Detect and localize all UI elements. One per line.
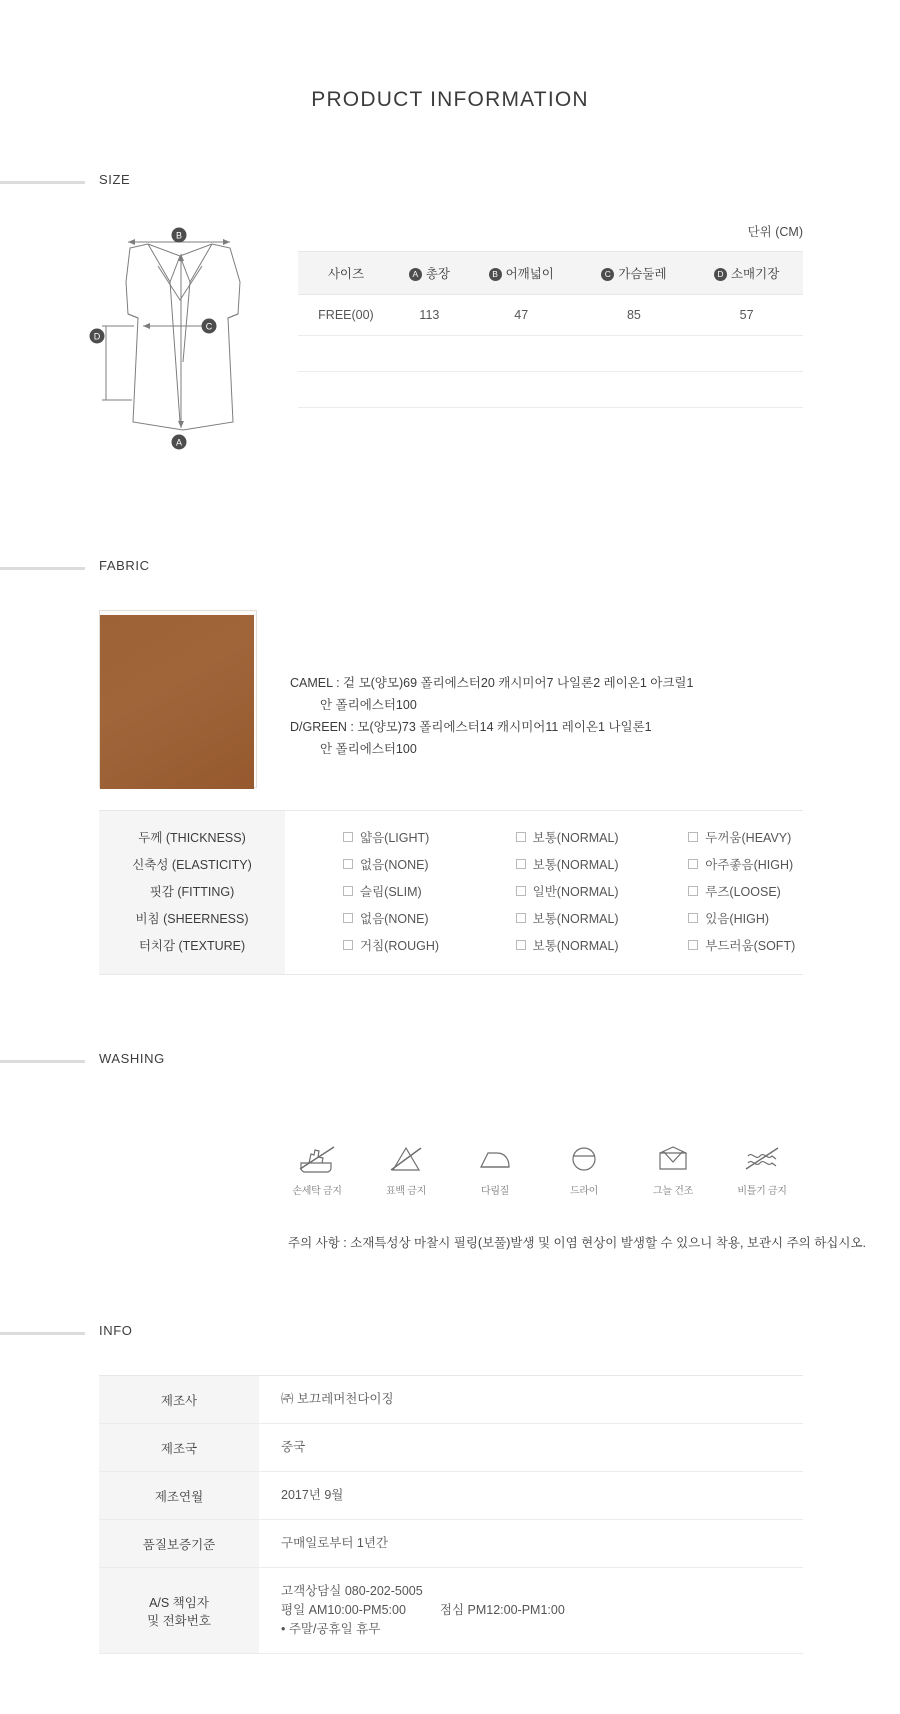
property-label: 비침 (SHEERNESS) xyxy=(135,912,249,926)
option-label: 보통(NORMAL) xyxy=(532,939,619,953)
checkbox-icon[interactable] xyxy=(688,940,698,950)
dry-clean-icon xyxy=(564,1143,604,1173)
section-rule xyxy=(0,181,85,184)
wring-prohibited-icon xyxy=(742,1143,782,1173)
hand-wash-prohibited-icon xyxy=(297,1143,337,1173)
washing-icon-item xyxy=(288,1143,346,1197)
table-row xyxy=(99,1424,803,1472)
property-option[interactable] xyxy=(285,933,458,960)
washing-icon-caption: 표백 금지 xyxy=(386,1186,426,1197)
info-label: 제조연월 xyxy=(99,1472,259,1520)
washing-icon-caption: 그늘 건조 xyxy=(653,1186,693,1197)
property-option[interactable] xyxy=(458,879,631,906)
option-label: 얇음(LIGHT) xyxy=(360,831,430,845)
size-table xyxy=(298,251,803,408)
badge-a-icon: A xyxy=(409,268,422,281)
size-cell: FREE(00) xyxy=(298,295,394,336)
property-option[interactable] xyxy=(285,852,458,879)
fabric-properties-options xyxy=(285,811,803,974)
table-row-empty xyxy=(298,372,803,408)
size-col-label: 사이즈 xyxy=(327,267,365,281)
as-label-line1: A/S 책임자 xyxy=(149,1595,209,1610)
property-row xyxy=(285,879,803,906)
checkbox-icon[interactable] xyxy=(688,859,698,869)
size-table-wrap xyxy=(298,222,803,408)
washing-note: 주의 사항 : 소재특성상 마찰시 필링(보풀)발생 및 이염 현상이 발생할 수 있으니 착용, 보관시 주의 하십시오. xyxy=(288,1236,866,1250)
section-rule xyxy=(0,1332,85,1335)
option-label: 두꺼움(HEAVY) xyxy=(705,831,792,845)
checkbox-icon[interactable] xyxy=(343,859,353,869)
info-value: ㈜ 보끄레머천다이징 xyxy=(281,1392,394,1406)
option-label: 일반(NORMAL) xyxy=(532,885,619,899)
property-option[interactable] xyxy=(285,825,458,852)
washing-block xyxy=(0,1171,900,1281)
info-label-as xyxy=(99,1568,259,1654)
section-header-info xyxy=(0,1323,900,1343)
info-value: 2017년 9월 xyxy=(281,1488,344,1502)
washing-icon-item xyxy=(555,1143,613,1197)
washing-icon-caption: 손세탁 금지 xyxy=(292,1186,342,1197)
property-label: 핏감 (FITTING) xyxy=(149,885,235,899)
size-table-header-row xyxy=(298,252,803,295)
property-option[interactable] xyxy=(458,906,631,933)
badge-c-icon: C xyxy=(601,268,614,281)
info-table xyxy=(99,1375,803,1654)
checkbox-icon[interactable] xyxy=(343,886,353,896)
checkbox-icon[interactable] xyxy=(343,832,353,842)
section-label-size: SIZE xyxy=(99,172,131,187)
size-col-label: 소매기장 xyxy=(730,267,780,281)
as-label-line2: 및 전화번호 xyxy=(147,1613,211,1628)
washing-icon-item xyxy=(377,1143,435,1197)
table-row xyxy=(298,295,803,336)
washing-icon-item xyxy=(466,1143,524,1197)
property-option[interactable] xyxy=(458,933,631,960)
option-label: 보통(NORMAL) xyxy=(532,912,619,926)
checkbox-icon[interactable] xyxy=(688,886,698,896)
checkbox-icon[interactable] xyxy=(516,832,526,842)
fabric-composition xyxy=(290,672,693,760)
table-row-as xyxy=(99,1568,803,1654)
property-option[interactable] xyxy=(630,825,803,852)
section-header-fabric xyxy=(0,558,900,578)
property-option[interactable] xyxy=(630,879,803,906)
marker-d: D xyxy=(93,331,101,342)
page-title: PRODUCT INFORMATION xyxy=(311,88,589,111)
fabric-swatch xyxy=(100,615,254,789)
size-col-header xyxy=(465,252,578,295)
garment-diagram xyxy=(88,222,278,452)
property-option[interactable] xyxy=(630,933,803,960)
property-option[interactable] xyxy=(458,852,631,879)
property-row xyxy=(285,825,803,852)
option-label: 슬림(SLIM) xyxy=(360,885,422,899)
size-unit-label: 단위 (CM) xyxy=(747,225,803,239)
property-row xyxy=(285,852,803,879)
section-label-washing: WASHING xyxy=(99,1051,165,1066)
marker-c: C xyxy=(205,321,213,332)
size-col-label: 총장 xyxy=(425,267,450,281)
as-line2 xyxy=(281,1601,803,1620)
info-label: 제조사 xyxy=(99,1376,259,1424)
size-col-header xyxy=(690,252,803,295)
size-col-header xyxy=(578,252,691,295)
iron-icon xyxy=(475,1143,515,1173)
checkbox-icon[interactable] xyxy=(688,832,698,842)
checkbox-icon[interactable] xyxy=(343,940,353,950)
option-label: 없음(NONE) xyxy=(360,912,429,926)
fabric-line: D/GREEN : 모(양모)73 폴리에스터14 캐시미어11 레이온1 나일론1 xyxy=(290,720,652,734)
size-cell: 47 xyxy=(465,295,578,336)
marker-b: B xyxy=(175,230,183,241)
info-block xyxy=(0,1375,900,1714)
size-block xyxy=(0,222,900,452)
badge-d-icon: D xyxy=(714,268,727,281)
size-col-label: 가슴둘레 xyxy=(618,267,667,281)
fabric-line: CAMEL : 겉 모(양모)69 폴리에스터20 캐시미어7 나일론2 레이온1 아크릴1 xyxy=(290,676,694,690)
size-col-header xyxy=(394,252,465,295)
size-cell: 113 xyxy=(394,295,465,336)
shade-dry-icon xyxy=(653,1143,693,1173)
bleach-prohibited-icon xyxy=(386,1143,426,1173)
property-option[interactable] xyxy=(285,906,458,933)
table-row xyxy=(99,1520,803,1568)
section-header-size xyxy=(0,172,900,192)
option-label: 부드러움(SOFT) xyxy=(705,939,796,953)
checkbox-icon[interactable] xyxy=(516,913,526,923)
fabric-line: 안 폴리에스터100 xyxy=(320,698,417,712)
washing-icon-caption: 다림질 xyxy=(480,1186,510,1197)
property-option[interactable] xyxy=(458,825,631,852)
fabric-line: 안 폴리에스터100 xyxy=(320,742,417,756)
option-label: 보통(NORMAL) xyxy=(532,831,619,845)
fabric-block xyxy=(0,610,900,953)
section-header-washing xyxy=(0,1051,900,1071)
info-label: 품질보증기준 xyxy=(99,1520,259,1568)
as-line3: • 주말/공휴일 휴무 xyxy=(281,1622,381,1636)
table-row xyxy=(99,1376,803,1424)
property-row xyxy=(285,906,803,933)
washing-icon-item xyxy=(644,1143,702,1197)
size-cell: 85 xyxy=(578,295,691,336)
washing-icon-caption: 비틀기 금지 xyxy=(737,1186,787,1197)
option-label: 있음(HIGH) xyxy=(705,912,770,926)
property-option[interactable] xyxy=(630,906,803,933)
info-value: 중국 xyxy=(281,1440,306,1454)
size-col-header xyxy=(298,252,394,295)
property-option[interactable] xyxy=(285,879,458,906)
option-label: 루즈(LOOSE) xyxy=(705,885,781,899)
as-line1: 고객상담실 080-202-5005 xyxy=(281,1584,423,1598)
info-value: 구매일로부터 1년간 xyxy=(281,1536,389,1550)
info-value-as xyxy=(259,1568,803,1654)
as-lunch-hours: 점심 PM12:00-PM1:00 xyxy=(439,1603,565,1617)
badge-b-icon: B xyxy=(489,268,502,281)
table-row-empty xyxy=(298,336,803,372)
option-label: 거침(ROUGH) xyxy=(360,939,440,953)
option-label: 없음(NONE) xyxy=(360,858,429,872)
section-label-fabric: FABRIC xyxy=(99,558,150,573)
property-label: 신축성 (ELASTICITY) xyxy=(132,858,252,872)
section-rule xyxy=(0,1060,85,1063)
checkbox-icon[interactable] xyxy=(688,913,698,923)
section-label-info: INFO xyxy=(99,1323,133,1338)
checkbox-icon[interactable] xyxy=(516,859,526,869)
size-col-label: 어깨넓이 xyxy=(505,267,554,281)
property-label: 터치감 (TEXTURE) xyxy=(138,939,246,953)
option-label: 아주좋음(HIGH) xyxy=(705,858,794,872)
fabric-properties-table xyxy=(99,810,803,975)
size-cell: 57 xyxy=(690,295,803,336)
marker-a: A xyxy=(175,437,183,448)
fabric-properties-labels xyxy=(99,811,285,974)
washing-icon-item xyxy=(733,1143,791,1197)
as-weekday-hours: 평일 AM10:00-PM5:00 xyxy=(281,1603,406,1617)
washing-icon-caption: 드라이 xyxy=(569,1186,599,1197)
property-option[interactable] xyxy=(630,852,803,879)
section-rule xyxy=(0,567,85,570)
fabric-swatch-frame xyxy=(99,610,257,788)
washing-icons xyxy=(288,1143,791,1197)
property-row xyxy=(285,933,803,960)
checkbox-icon[interactable] xyxy=(516,886,526,896)
checkbox-icon[interactable] xyxy=(343,913,353,923)
checkbox-icon[interactable] xyxy=(516,940,526,950)
property-label: 두께 (THICKNESS) xyxy=(138,831,246,845)
option-label: 보통(NORMAL) xyxy=(532,858,619,872)
info-label: 제조국 xyxy=(99,1424,259,1472)
